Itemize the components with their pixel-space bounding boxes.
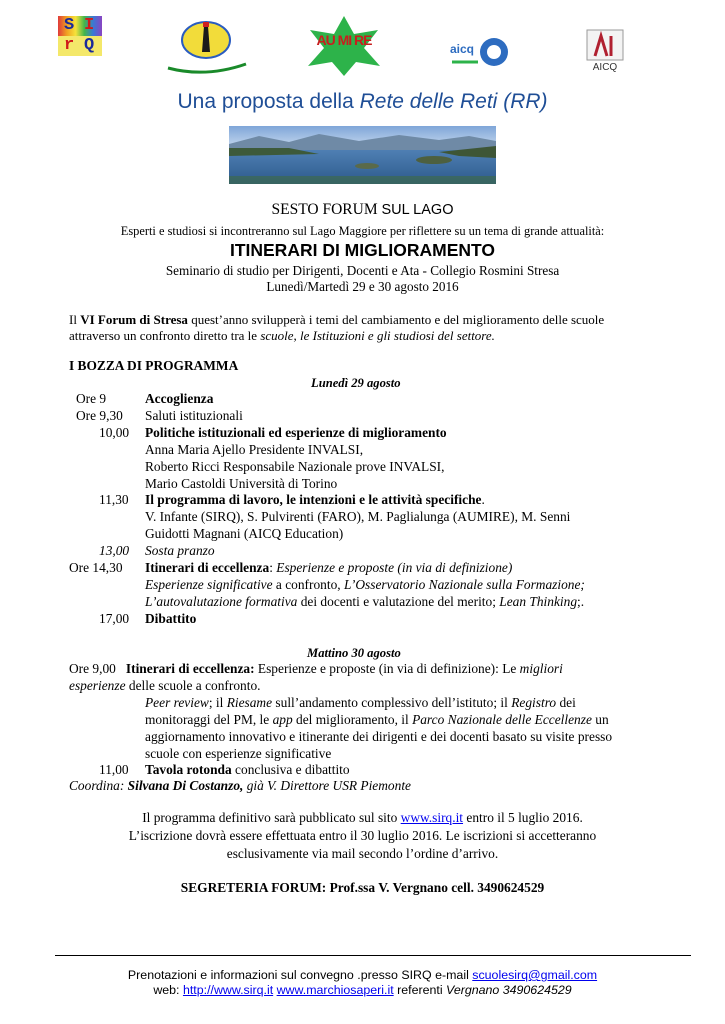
- row-detail: Guidotti Magnani (AICQ Education): [145, 526, 344, 541]
- row-detail: scuole con esperienze significative: [145, 746, 332, 761]
- forum-name: SESTO FORUM SUL LAGO: [271, 201, 454, 218]
- note-registration: L’iscrizione dovrà essere effettuata entro il 30 luglio 2016. Le iscrizioni si accetteranno: [128, 828, 597, 843]
- coordinator: Coordina: Silvana Di Costanzo, già V. Direttore USR Piemonte: [69, 778, 411, 793]
- sirq-site-link[interactable]: www.sirq.it: [400, 810, 464, 825]
- row-title: Tavola rotonda conclusiva e dibattito: [145, 762, 350, 777]
- row-detail: monitoraggi del PM, le app del miglioramento, il Parco Nazionale delle Eccellenze un: [145, 712, 609, 727]
- page-title: Una proposta della Rete delle Reti (RR): [177, 90, 548, 113]
- secretary-info: SEGRETERIA FORUM: Prof.ssa V. Vergnano cell. 3490624529: [180, 880, 545, 895]
- email-link[interactable]: scuolesirq@gmail.com: [472, 968, 598, 982]
- row-detail: Roberto Ricci Responsabile Nazionale prove INVALSI,: [145, 459, 445, 474]
- row-time: 11,30: [99, 492, 129, 507]
- row-title: Dibattito: [145, 611, 197, 626]
- note-program: Il programma definitivo sarà pubblicato sul sito www.sirq.it entro il 5 luglio 2016.: [142, 810, 583, 825]
- footer-line-2: web: http://www.sirq.it www.marchiosaperi.it referenti Vergnano 3490624529: [153, 983, 572, 997]
- row-title: Il programma di lavoro, le intenzioni e le attività specifiche.: [145, 492, 485, 507]
- forum-theme: ITINERARI DI MIGLIORAMENTO: [229, 240, 496, 260]
- row-detail: Mario Castoldi Università di Torino: [145, 476, 338, 491]
- row-detail: L’autovalutazione formativa dei docenti e valutazione del merito; Lean Thinking;.: [145, 594, 585, 609]
- intro-line-2: attraverso un confronto diretto tra le scuole, le Istituzioni e gli studiosi del settore.: [69, 328, 495, 343]
- row-time: 17,00: [99, 611, 130, 626]
- row-time: 11,00: [99, 762, 129, 777]
- footer-line-1: Prenotazioni e informazioni sul convegno .presso SIRQ e-mail scuolesirq@gmail.com: [127, 968, 598, 982]
- sirq-web-link[interactable]: http://www.sirq.it: [182, 983, 274, 997]
- row-title: Sosta pranzo: [145, 543, 215, 558]
- row-morning-1: Ore 9,00 Itinerari di eccellenza: Esperienze e proposte (in via di definizione): Le migliori: [69, 661, 563, 676]
- row-title: Politiche istituzionali ed esperienze di miglioramento: [145, 425, 447, 440]
- row-detail: Peer review; il Riesame sull’andamento complessivo dell’istituto; il Registro dei: [145, 695, 576, 710]
- row-detail: Anna Maria Ajello Presidente INVALSI,: [145, 442, 364, 457]
- row-title: Saluti istituzionali: [145, 408, 243, 423]
- row-time: 13,00: [99, 543, 130, 558]
- row-time: Ore 9,30: [76, 408, 123, 423]
- row-detail: Esperienze significative a confronto, L’Osservatorio Nazionale sulla Formazione;: [145, 577, 585, 592]
- forum-intro: Esperti e studiosi si incontreranno sul Lago Maggiore per riflettere su un tema di grande attualità:: [120, 224, 605, 238]
- lake-photo: [229, 126, 496, 184]
- marchiosaperi-link[interactable]: www.marchiosaperi.it: [276, 983, 394, 997]
- row-time: 10,00: [99, 425, 130, 440]
- logo-sirq: S I r Q: [58, 16, 102, 56]
- logo-aicq-education: aicq: [448, 32, 514, 74]
- row-title: Itinerari di eccellenza: Esperienze e proposte (in via di definizione): [145, 560, 513, 575]
- forum-seminar: Seminario di studio per Dirigenti, Docenti e Ata - Collegio Rosmini Stresa: [165, 263, 560, 278]
- note-registration-2: esclusivamente via mail secondo l’ordine d’arrivo.: [226, 846, 499, 861]
- logo-aumire: AU MI RE: [306, 16, 382, 76]
- footer-divider: [55, 955, 691, 956]
- forum-dates: Lunedì/Martedì 29 e 30 agosto 2016: [266, 279, 459, 294]
- day-1-heading: Lunedì 29 agosto: [311, 376, 401, 390]
- row-time: Ore 9: [76, 391, 107, 406]
- logo-faro: [158, 16, 254, 76]
- row-title: Accoglienza: [145, 391, 214, 406]
- row-time: Ore 14,30: [69, 560, 123, 575]
- logo-aicq: AICQ: [583, 28, 627, 76]
- program-heading: I BOZZA DI PROGRAMMA: [69, 358, 239, 373]
- row-detail: esperienze delle scuole a confronto.: [69, 678, 261, 693]
- row-detail: V. Infante (SIRQ), S. Pulvirenti (FARO), M. Paglialunga (AUMIRE), M. Senni: [145, 509, 571, 524]
- day-2-heading: Mattino 30 agosto: [307, 646, 401, 660]
- intro-line-1: Il VI Forum di Stresa quest’anno svilupperà i temi del cambiamento e del miglioramento delle scuole: [69, 312, 605, 327]
- row-detail: aggiornamento innovativo e itinerante dei dirigenti e dei docenti basato su visite presso: [145, 729, 613, 744]
